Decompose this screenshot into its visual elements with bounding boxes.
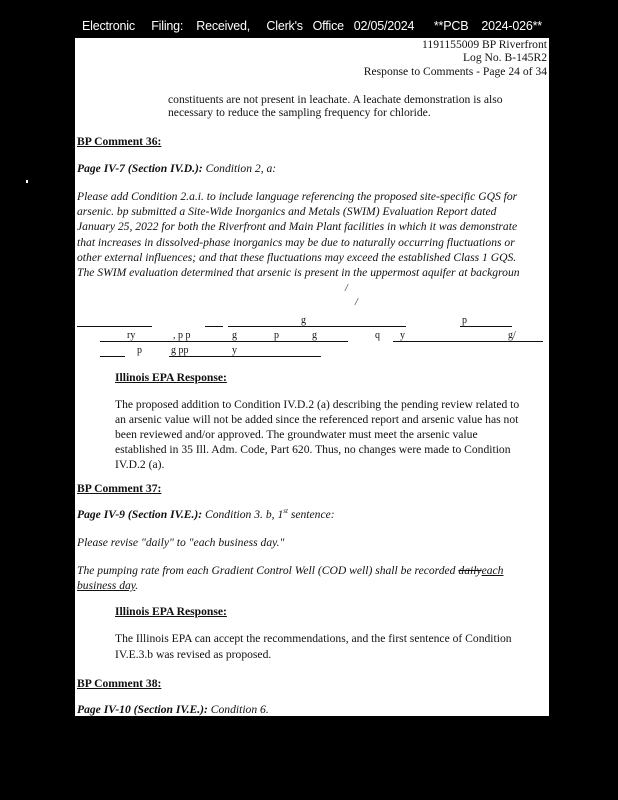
struck-text: daily (458, 564, 482, 577)
comment-36-heading: BP Comment 36: (77, 135, 162, 148)
comment-37-heading: BP Comment 37: (77, 482, 162, 495)
response-36-line: The proposed addition to Condition IV.D.2 (a) describing the pending review related to (115, 398, 520, 411)
comment-37-request: Please revise "daily" to "each business day." (77, 536, 285, 549)
garbled-fragment: g (232, 330, 237, 341)
scan-speck (26, 180, 28, 183)
garbled-fragment: q (375, 330, 380, 341)
garbled-fragment: g pp (171, 345, 189, 356)
garbled-fragment: / (345, 283, 348, 294)
garbled-underline (205, 326, 223, 327)
garbled-underline (169, 356, 321, 357)
comment-37-proposed-text-continued: business day. (77, 579, 139, 592)
garbled-fragment: g (312, 330, 317, 341)
response-36-line: been reviewed and/or approved. The groundwater must meet the arsenic value (115, 428, 478, 441)
garbled-fragment: g/ (508, 330, 516, 341)
intro-line: necessary to reduce the sampling frequency for chloride. (168, 106, 431, 119)
garbled-fragment: p (462, 315, 467, 326)
comment-36-line: other external influences; and that these fluctuations may exceed the established Class 1 GQS. (77, 251, 517, 264)
comment-37-reference: Page IV-9 (Section IV.E.): Condition 3. b, 1st sentence: (77, 507, 335, 521)
comment-36-line: that increases in dissolved-phase inorganics may be due to naturally occurring fluctuations or (77, 236, 515, 249)
response-37-line: The Illinois EPA can accept the recommendations, and the first sentence of Condition (115, 632, 512, 645)
inserted-text: each (481, 564, 504, 577)
garbled-fragment: p (137, 345, 142, 356)
comment-38-heading: BP Comment 38: (77, 677, 162, 690)
comment-37-proposed-text: The pumping rate from each Gradient Control Well (COD well) shall be recorded dailyeach (77, 564, 504, 577)
garbled-fragment: y (400, 330, 405, 341)
garbled-fragment: y (232, 345, 237, 356)
garbled-underline (228, 326, 406, 327)
garbled-underline (77, 326, 152, 327)
filing-stamp-banner: Electronic Filing: Received, Clerk's Office 02/05/2024 **PCB 2024-026** (82, 19, 542, 33)
response-36-line: established in 35 Ill. Adm. Code, Part 620. Thus, no changes were made to Condition (115, 443, 511, 456)
comment-36-line: January 25, 2022 for both the Riverfront and Main Plant facilities in which it was demonstrate (77, 220, 518, 233)
response-36-line: IV.D.2 (a). (115, 458, 165, 471)
response-37-line: IV.E.3.b was revised as proposed. (115, 648, 272, 661)
garbled-fragment: g (301, 315, 306, 326)
comment-36-line: arsenic. bp submitted a Site-Wide Inorganics and Metals (SWIM) Evaluation Report dated (77, 205, 497, 218)
intro-line: constituents are not present in leachate. A leachate demonstration is also (168, 93, 503, 106)
comment-36-line: Please add Condition 2.a.i. to include language referencing the proposed site-specific GQS for (77, 190, 518, 203)
garbled-underline (460, 326, 512, 327)
garbled-fragment: , p p (173, 330, 191, 341)
inserted-text: business day (77, 579, 136, 592)
comment-36-line: The SWIM evaluation determined that arsenic is present in the uppermost aquifer at backgroun (77, 266, 520, 279)
header-page-line: Response to Comments - Page 24 of 34 (363, 65, 547, 78)
document-page (75, 38, 549, 716)
header-log-line: Log No. B-145R2 (462, 51, 547, 64)
response-36-heading: Illinois EPA Response: (115, 371, 227, 384)
garbled-underline (100, 341, 348, 342)
garbled-fragment: ry (127, 330, 136, 341)
response-36-line: an arsenic value will not be added since the referenced report and arsenic value has not (115, 413, 519, 426)
garbled-fragment: p (274, 330, 279, 341)
comment-36-reference: Page IV-7 (Section IV.D.): Condition 2, a: (77, 162, 277, 175)
garbled-fragment: / (355, 297, 358, 308)
header-permit-line: 1191155009 BP Riverfront (422, 38, 547, 51)
comment-38-reference: Page IV-10 (Section IV.E.): Condition 6. (77, 703, 269, 716)
garbled-underline (393, 341, 543, 342)
garbled-underline (100, 356, 125, 357)
response-37-heading: Illinois EPA Response: (115, 605, 227, 618)
